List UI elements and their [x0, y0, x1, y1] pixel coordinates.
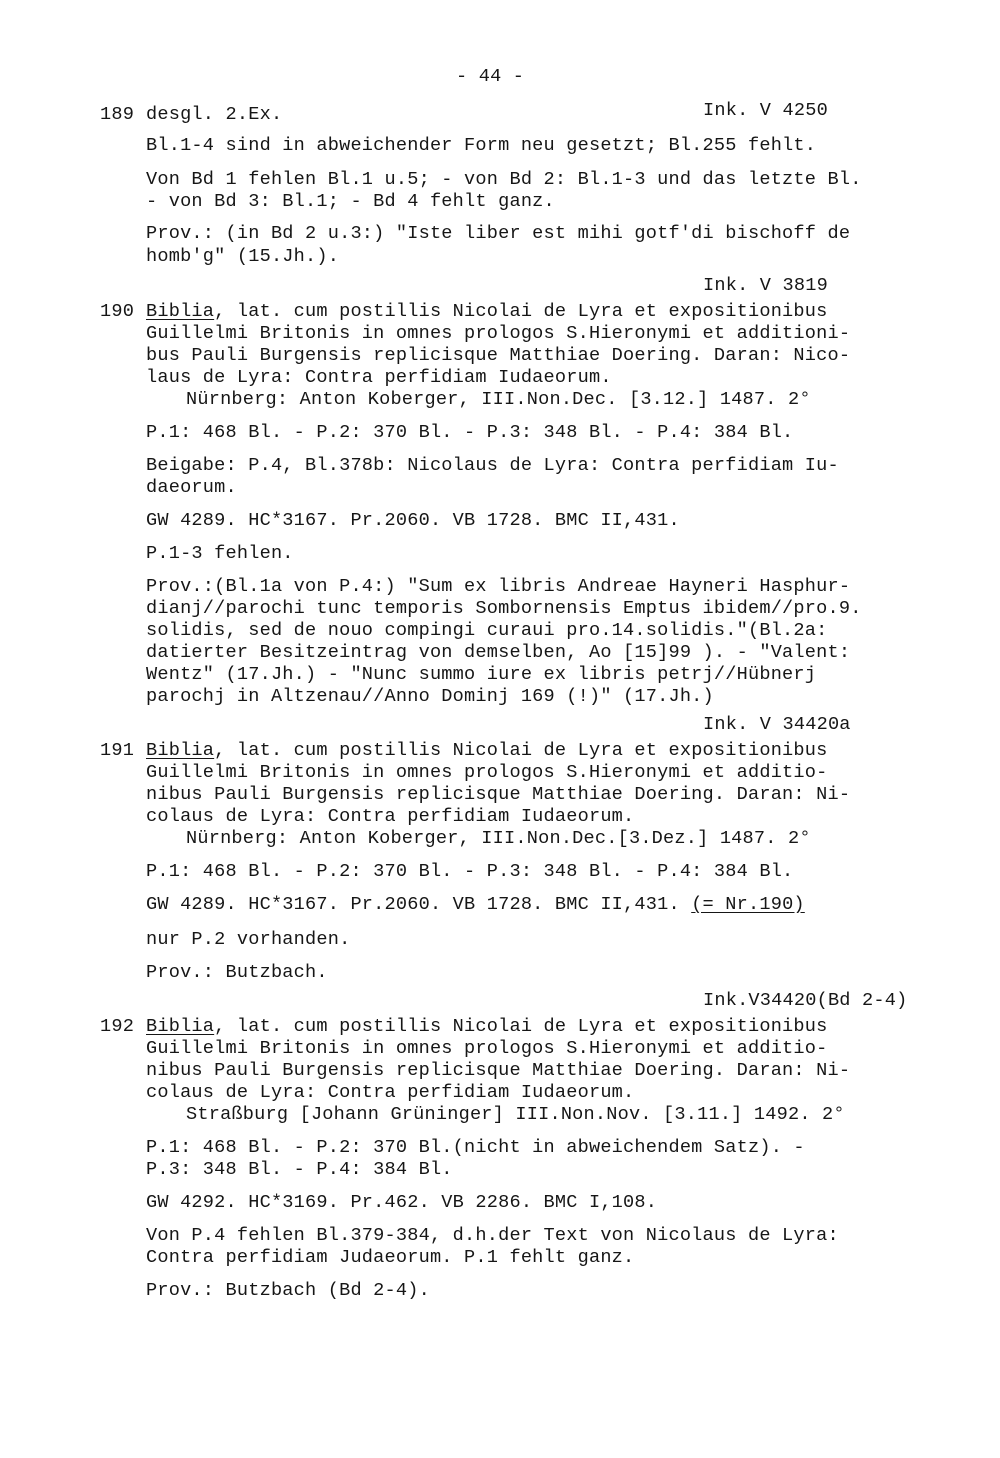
heading-rest: , lat. cum postillis Nicolai de Lyra et expositionibus: [214, 1016, 828, 1037]
entry-line: Beigabe: P.4, Bl.378b: Nicolaus de Lyra: Contra perfidiam Iu-: [146, 455, 839, 476]
entry-heading: [146, 1016, 828, 1038]
title-word: Biblia: [146, 740, 215, 761]
entry-line: colaus de Lyra: Contra perfidiam Iudaeorum.: [146, 1082, 635, 1103]
entry-line: dianj//parochi tunc temporis Sombornensis Emptus ibidem//pro.9.: [146, 598, 862, 619]
entry-line: GW 4289. HC*3167. Pr.2060. VB 1728. BMC II,431.: [146, 510, 680, 531]
entry-line: Von P.4 fehlen Bl.379-384, d.h.der Text von Nicolaus de Lyra:: [146, 1225, 839, 1246]
imprint-line: Nürnberg: Anton Koberger, III.Non.Dec.[3.Dez.] 1487. 2°: [186, 828, 811, 849]
entry-line: GW 4292. HC*3169. Pr.462. VB 2286. BMC I,108.: [146, 1192, 658, 1213]
entry-line: Prov.: Butzbach.: [146, 962, 328, 983]
entry-line: Contra perfidiam Judaeorum. P.1 fehlt ganz.: [146, 1247, 635, 1268]
entry-line: Von Bd 1 fehlen Bl.1 u.5; - von Bd 2: Bl.1-3 und das letzte Bl.: [146, 169, 862, 190]
entry-line: Guillelmi Britonis in omnes prologos S.Hieronymi et additioni-: [146, 323, 851, 344]
imprint-line: Straßburg [Johann Grüninger] III.Non.Nov. [3.11.] 1492. 2°: [186, 1104, 845, 1125]
shelfmark: Ink. V 34420a: [703, 714, 851, 735]
entry-line: nibus Pauli Burgensis replicisque Matthiae Doering. Daran: Ni-: [146, 1060, 851, 1081]
entry-line: Prov.:(Bl.1a von P.4:) "Sum ex libris Andreae Hayneri Hasphur-: [146, 576, 851, 597]
entry-number: 189: [100, 104, 135, 125]
entry-line: nur P.2 vorhanden.: [146, 929, 351, 950]
entry-line: - von Bd 3: Bl.1; - Bd 4 fehlt ganz.: [146, 191, 555, 212]
entry-number: 192: [100, 1016, 135, 1037]
entry-line: parochj in Altzenau//Anno Dominj 169 (!)" (17.Jh.): [146, 686, 714, 707]
entry-line: bus Pauli Burgensis replicisque Matthiae Doering. Daran: Nico-: [146, 345, 851, 366]
heading-rest: , lat. cum postillis Nicolai de Lyra et expositionibus: [214, 740, 828, 761]
entry-line: Guillelmi Britonis in omnes prologos S.Hieronymi et additio-: [146, 762, 828, 783]
entry-line: P.3: 348 Bl. - P.4: 384 Bl.: [146, 1159, 453, 1180]
title-word: Biblia: [146, 1016, 215, 1037]
entry-line: P.1: 468 Bl. - P.2: 370 Bl. - P.3: 348 Bl. - P.4: 384 Bl.: [146, 422, 794, 443]
entry-line: Wentz" (17.Jh.) - "Nunc summo iure ex libris petrj//Hübnerj: [146, 664, 817, 685]
entry-line: Prov.: Butzbach (Bd 2-4).: [146, 1280, 430, 1301]
title-word: Biblia: [146, 301, 215, 322]
entry-heading: desgl. 2.Ex.: [146, 104, 283, 125]
entry-number: 190: [100, 301, 135, 322]
entry-line: Prov.: (in Bd 2 u.3:) "Iste liber est mihi gotf'di bischoff de: [146, 223, 851, 244]
shelfmark: Ink. V 4250: [703, 100, 828, 121]
entry-line: P.1: 468 Bl. - P.2: 370 Bl. - P.3: 348 Bl. - P.4: 384 Bl.: [146, 861, 794, 882]
entry-line: Bl.1-4 sind in abweichender Form neu gesetzt; Bl.255 fehlt.: [146, 135, 817, 156]
heading-rest: , lat. cum postillis Nicolai de Lyra et expositionibus: [214, 301, 828, 322]
shelfmark: Ink. V 3819: [703, 275, 828, 296]
entry-line: [146, 894, 805, 916]
entry-line: colaus de Lyra: Contra perfidiam Iudaeorum.: [146, 806, 635, 827]
entry-line: P.1: 468 Bl. - P.2: 370 Bl.(nicht in abweichendem Satz). -: [146, 1137, 805, 1158]
entry-line: datierter Besitzeintrag von demselben, Ao [15]99 ). - "Valent:: [146, 642, 851, 663]
entry-heading: [146, 740, 828, 762]
entry-line: nibus Pauli Burgensis replicisque Matthiae Doering. Daran: Ni-: [146, 784, 851, 805]
cross-reference: (= Nr.190): [691, 894, 805, 915]
entry-heading: [146, 301, 828, 323]
imprint-line: Nürnberg: Anton Koberger, III.Non.Dec. [3.12.] 1487. 2°: [186, 389, 811, 410]
page-number: - 44 -: [456, 66, 525, 87]
entry-number: 191: [100, 740, 135, 761]
entry-line: daeorum.: [146, 477, 237, 498]
entry-line: P.1-3 fehlen.: [146, 543, 294, 564]
shelfmark: Ink.V34420(Bd 2-4): [703, 990, 908, 1011]
entry-line: laus de Lyra: Contra perfidiam Iudaeorum.: [146, 367, 612, 388]
entry-line: solidis, sed de nouo compingi curaui pro.14.solidis."(Bl.2a:: [146, 620, 828, 641]
entry-line: Guillelmi Britonis in omnes prologos S.Hieronymi et additio-: [146, 1038, 828, 1059]
citation-text: GW 4289. HC*3167. Pr.2060. VB 1728. BMC II,431.: [146, 894, 680, 915]
entry-line: homb'g" (15.Jh.).: [146, 246, 340, 267]
